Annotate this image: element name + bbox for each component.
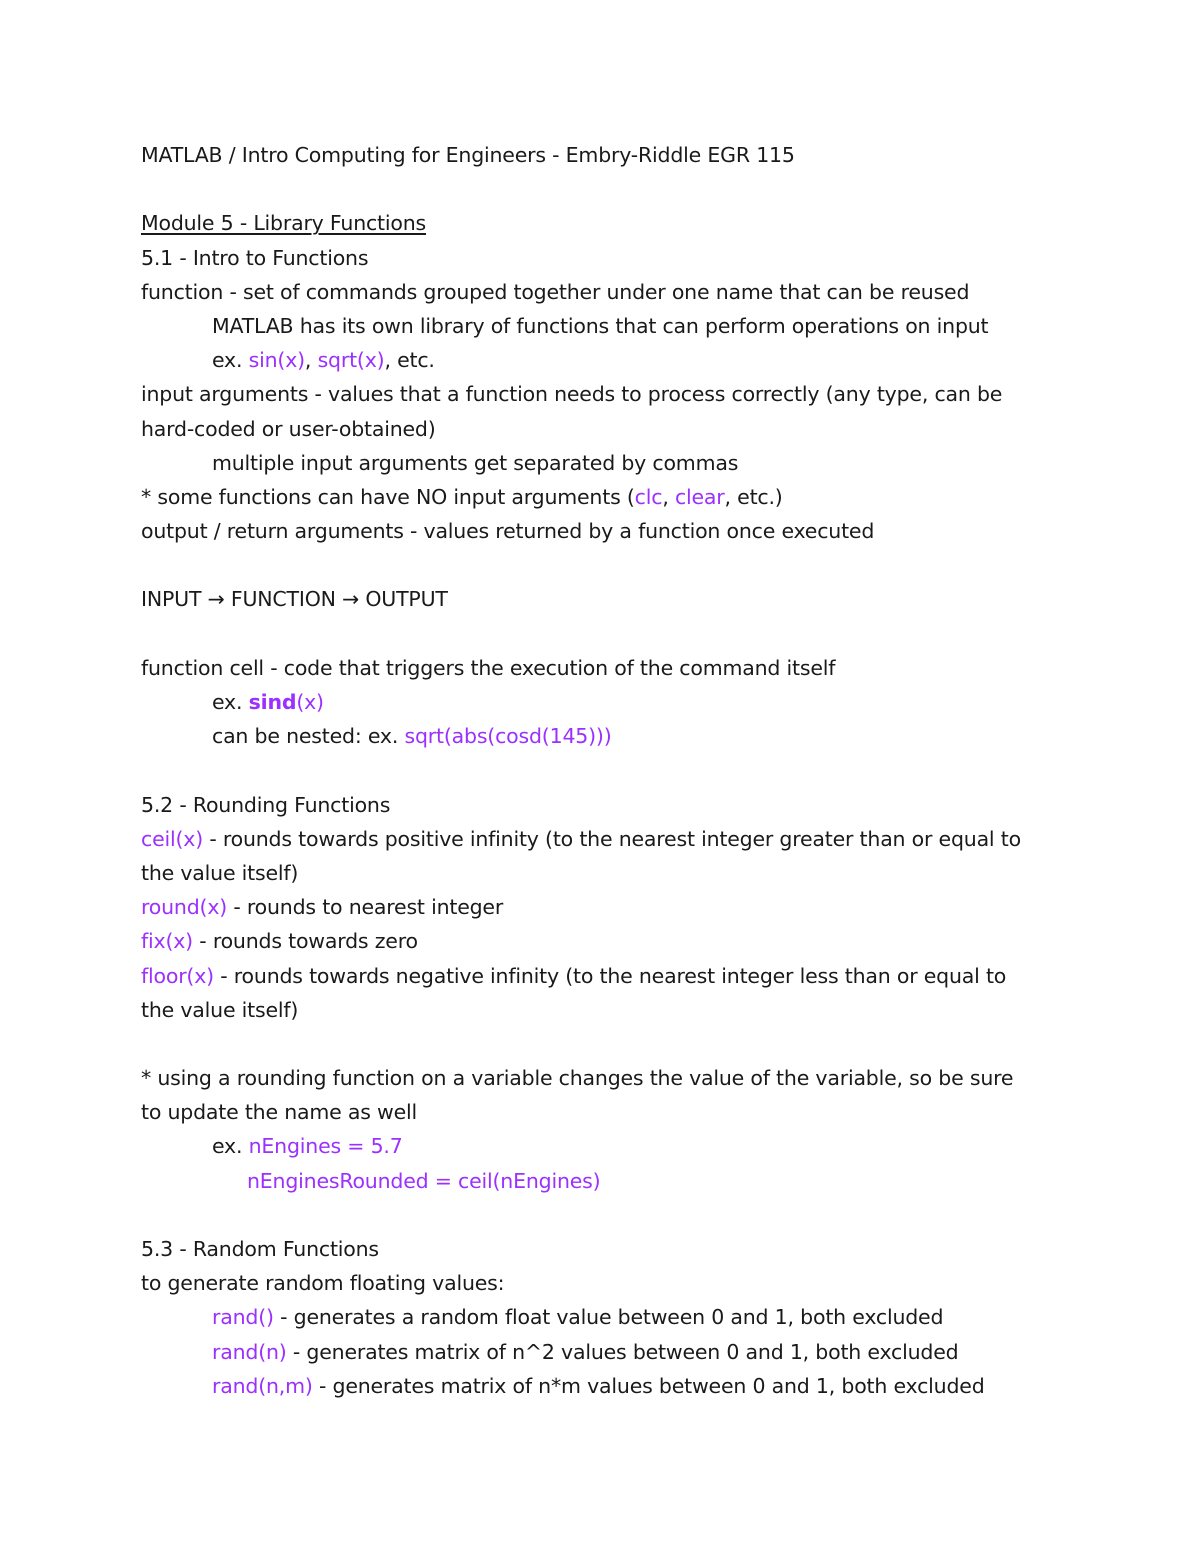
fix-line bbox=[141, 924, 1060, 958]
round-line bbox=[141, 890, 1060, 924]
input-arguments-line-1: input arguments - values that a function needs to process correctly (any type, can be bbox=[141, 382, 1003, 407]
code-sind-arg: (x) bbox=[296, 690, 324, 714]
multiple-inputs-note: multiple input arguments get separated by commas bbox=[212, 450, 739, 475]
floor-description: - rounds towards negative infinity (to the nearest integer less than or equal to bbox=[213, 963, 1007, 988]
example-prefix: ex. bbox=[212, 1134, 249, 1159]
ceil-line-1 bbox=[141, 822, 1060, 856]
code-rand-n: rand(n) bbox=[212, 1339, 287, 1364]
spacer bbox=[141, 1027, 1060, 1061]
matlab-library-note: MATLAB has its own library of functions that can perform operations on input bbox=[212, 313, 989, 338]
code-nengines: nEngines = 5.7 bbox=[248, 1134, 403, 1159]
code-rand-n-m: rand(n,m) bbox=[212, 1373, 313, 1398]
floor-line-1 bbox=[141, 959, 1060, 993]
rand-description: - generates a random float value between 0 and 1, both excluded bbox=[273, 1305, 944, 1330]
code-ceil: ceil(x) bbox=[141, 826, 204, 851]
example-sin-sqrt bbox=[141, 343, 1060, 377]
code-sqrt: sqrt(x) bbox=[317, 348, 385, 373]
no-input-suffix: , etc.) bbox=[724, 484, 783, 509]
no-input-note bbox=[141, 480, 1060, 514]
ceil-line-2: the value itself) bbox=[141, 860, 299, 885]
document-title: MATLAB / Intro Computing for Engineers - Embry-Riddle EGR 115 bbox=[141, 143, 795, 167]
fix-description: - rounds towards zero bbox=[192, 929, 418, 954]
floor-line-2: the value itself) bbox=[141, 997, 299, 1022]
example-suffix: , etc. bbox=[384, 348, 435, 373]
section-5-2-heading: 5.2 - Rounding Functions bbox=[141, 792, 391, 817]
random-intro: to generate random floating values: bbox=[141, 1271, 505, 1296]
example-sind bbox=[141, 685, 1060, 719]
input-function-output-flow: INPUT → FUNCTION → OUTPUT bbox=[141, 587, 448, 612]
round-description: - rounds to nearest integer bbox=[227, 895, 504, 920]
example-prefix: ex. bbox=[212, 690, 249, 714]
output-arguments: output / return arguments - values returned by a function once executed bbox=[141, 519, 875, 544]
list-item bbox=[141, 1300, 1060, 1334]
rand-n-m-description: - generates matrix of n*m values between 0 and 1, both excluded bbox=[312, 1373, 985, 1398]
module-heading bbox=[141, 206, 1060, 240]
code-rand: rand() bbox=[212, 1305, 274, 1330]
input-arguments-line-2: hard-coded or user-obtained) bbox=[141, 416, 436, 441]
spacer bbox=[141, 1198, 1060, 1232]
section-5-3-heading: 5.3 - Random Functions bbox=[141, 1237, 379, 1261]
spacer bbox=[141, 617, 1060, 651]
example-prefix: ex. bbox=[212, 348, 249, 373]
code-round: round(x) bbox=[141, 895, 228, 920]
code-clc: clc bbox=[634, 484, 663, 509]
separator: , bbox=[662, 484, 675, 509]
no-input-prefix: * some functions can have NO input arguments ( bbox=[141, 484, 635, 509]
code-nengines-rounded: nEnginesRounded = ceil(nEngines) bbox=[247, 1168, 601, 1193]
code-floor: floor(x) bbox=[141, 963, 214, 988]
list-item bbox=[141, 1369, 1060, 1403]
example-nengines-rounded bbox=[141, 1164, 1060, 1198]
spacer bbox=[141, 172, 1060, 206]
separator: , bbox=[304, 348, 318, 373]
ceil-description: - rounds towards positive infinity (to the nearest integer greater than or equal to bbox=[203, 826, 1021, 851]
rand-n-description: - generates matrix of n^2 values between 0 and 1, both excluded bbox=[286, 1339, 959, 1364]
code-fix: fix(x) bbox=[141, 929, 193, 954]
spacer bbox=[141, 548, 1060, 582]
list-item bbox=[141, 1335, 1060, 1369]
rounding-note-line-1: * using a rounding function on a variable changes the value of the variable, so be sure bbox=[141, 1066, 1014, 1091]
module-heading-text: Module 5 - Library Functions bbox=[141, 211, 427, 236]
nested-example bbox=[141, 719, 1060, 753]
code-nested: sqrt(abs(cosd(145))) bbox=[404, 724, 612, 749]
section-5-1-heading: 5.1 - Intro to Functions bbox=[141, 245, 369, 270]
code-clear: clear bbox=[674, 484, 725, 509]
example-nengines bbox=[141, 1129, 1060, 1163]
function-cell-definition: function cell - code that triggers the execution of the command itself bbox=[141, 655, 836, 680]
rounding-note-line-2: to update the name as well bbox=[141, 1100, 417, 1125]
code-sind: sind bbox=[248, 690, 297, 714]
function-definition: function - set of commands grouped together under one name that can be reused bbox=[141, 279, 970, 304]
nested-prefix: can be nested: ex. bbox=[212, 724, 405, 749]
code-sin: sin(x) bbox=[248, 348, 305, 373]
spacer bbox=[141, 753, 1060, 787]
